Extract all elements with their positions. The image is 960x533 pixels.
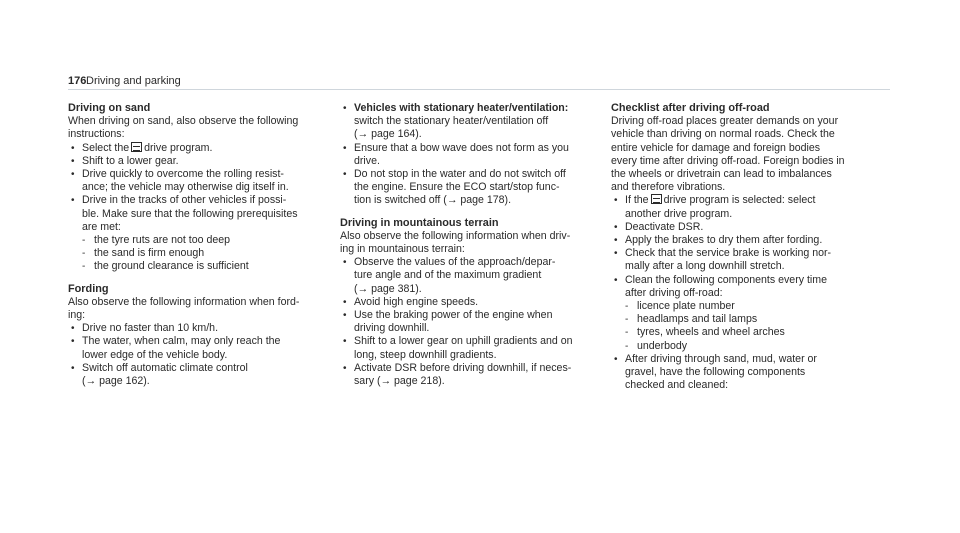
sub-list-item: - licence plate number xyxy=(611,300,881,313)
list-item: • Use the braking power of the engine when driving downhill. xyxy=(340,309,602,335)
list-item: • Apply the brakes to dry them after fording. xyxy=(611,234,881,247)
terrain-intro: Also observe the following information when driv- ing in mountainous terrain: xyxy=(340,229,571,256)
list-item: • Observe the values of the approach/depar- ture angle and of the maximum gradient (→ page 381). xyxy=(340,256,602,296)
sand-sublist xyxy=(68,234,333,274)
checklist-list xyxy=(611,194,881,300)
fording-intro: Also observe the following information when ford- ing: xyxy=(68,295,300,322)
list-item: • Shift to a lower gear on uphill gradients and on long, steep downhill gradients. xyxy=(340,335,602,361)
heading-offroad-checklist: Checklist after driving off-road xyxy=(611,102,770,114)
list-item: • Deactivate DSR. xyxy=(611,221,881,234)
list-item: • Switch off automatic climate control (→ page 162). xyxy=(68,362,333,388)
section-title: Driving and parking xyxy=(86,75,181,87)
checklist-list-end xyxy=(611,353,881,393)
fording-list xyxy=(68,322,333,388)
list-item: • Activate DSR before driving downhill, if neces- sary (→ page 218). xyxy=(340,362,602,388)
list-item: • Do not stop in the water and do not switch off the engine. Ensure the ECO start/stop func- tion is switched off (→ page 178). xyxy=(340,168,602,208)
terrain-list xyxy=(340,256,602,388)
sand-program-icon xyxy=(131,142,142,152)
page-reference-link[interactable]: sary (→ page 218). xyxy=(354,375,445,388)
page-header xyxy=(68,73,890,91)
sand-program-icon xyxy=(651,194,662,204)
page-reference-link[interactable]: (→ page 381). xyxy=(354,282,422,295)
sand-list xyxy=(68,142,333,234)
sub-list-item: - the tyre ruts are not too deep xyxy=(68,234,333,247)
list-item: • If the drive program is selected: select another drive program. xyxy=(611,194,881,220)
list-item: • Clean the following components every time after driving off-road: xyxy=(611,274,881,300)
checklist-sublist xyxy=(611,300,881,353)
list-item: • Drive no faster than 10 km/h. xyxy=(68,322,333,335)
sub-list-item: - underbody xyxy=(611,340,881,353)
list-item: • Check that the service brake is working nor- mally after a long downhill stretch. xyxy=(611,247,881,273)
page-reference-link[interactable]: (→ page 164). xyxy=(354,128,422,141)
sub-list-item: - tyres, wheels and wheel arches xyxy=(611,326,881,339)
list-item: • Drive quickly to overcome the rolling resist- ance; the vehicle may otherwise dig itself in. xyxy=(68,168,333,194)
sand-intro: When driving on sand, also observe the following instructions: xyxy=(68,115,299,141)
heading-driving-on-sand: Driving on sand xyxy=(68,102,151,114)
fording-list-continued xyxy=(340,102,602,208)
page-reference-link[interactable]: (→ page 162). xyxy=(82,375,150,388)
list-item: • The water, when calm, may only reach the lower edge of the vehicle body. xyxy=(68,335,333,361)
list-item: • Ensure that a bow wave does not form as you drive. xyxy=(340,142,602,168)
heading-fording: Fording xyxy=(68,282,109,295)
list-item: • Avoid high engine speeds. xyxy=(340,296,602,309)
list-item: • Shift to a lower gear. xyxy=(68,155,333,168)
sub-list-item: - headlamps and tail lamps xyxy=(611,313,881,326)
page-number: 176 xyxy=(68,75,87,87)
header-divider xyxy=(68,89,890,90)
list-item: • Select the drive program. xyxy=(68,142,333,155)
checklist-intro: Driving off-road places greater demands on your vehicle than driving on normal roads. Check the entire vehicle for damage and foreign bodies every time after driving off-road. Foreign bodies in the wheels or drivetrain can lead to imbalances and therefore vibrations. xyxy=(611,115,845,194)
list-item: • After driving through sand, mud, water or gravel, have the following components checked and cleaned: xyxy=(611,353,881,393)
page-reference-link[interactable]: tion is switched off (→ page 178). xyxy=(354,194,512,207)
list-item: • Vehicles with stationary heater/ventilation: switch the stationary heater/ventilation off (→ page 164). xyxy=(340,102,602,142)
column-2 xyxy=(340,102,602,388)
column-3 xyxy=(611,102,881,392)
sub-list-item: - the ground clearance is sufficient xyxy=(68,260,333,273)
heading-mountainous-terrain: Driving in mountainous terrain xyxy=(340,216,499,229)
sub-list-item: - the sand is firm enough xyxy=(68,247,333,260)
column-1 xyxy=(68,102,333,388)
list-item: • Drive in the tracks of other vehicles if possi- ble. Make sure that the following prerequisites are met: xyxy=(68,194,333,234)
